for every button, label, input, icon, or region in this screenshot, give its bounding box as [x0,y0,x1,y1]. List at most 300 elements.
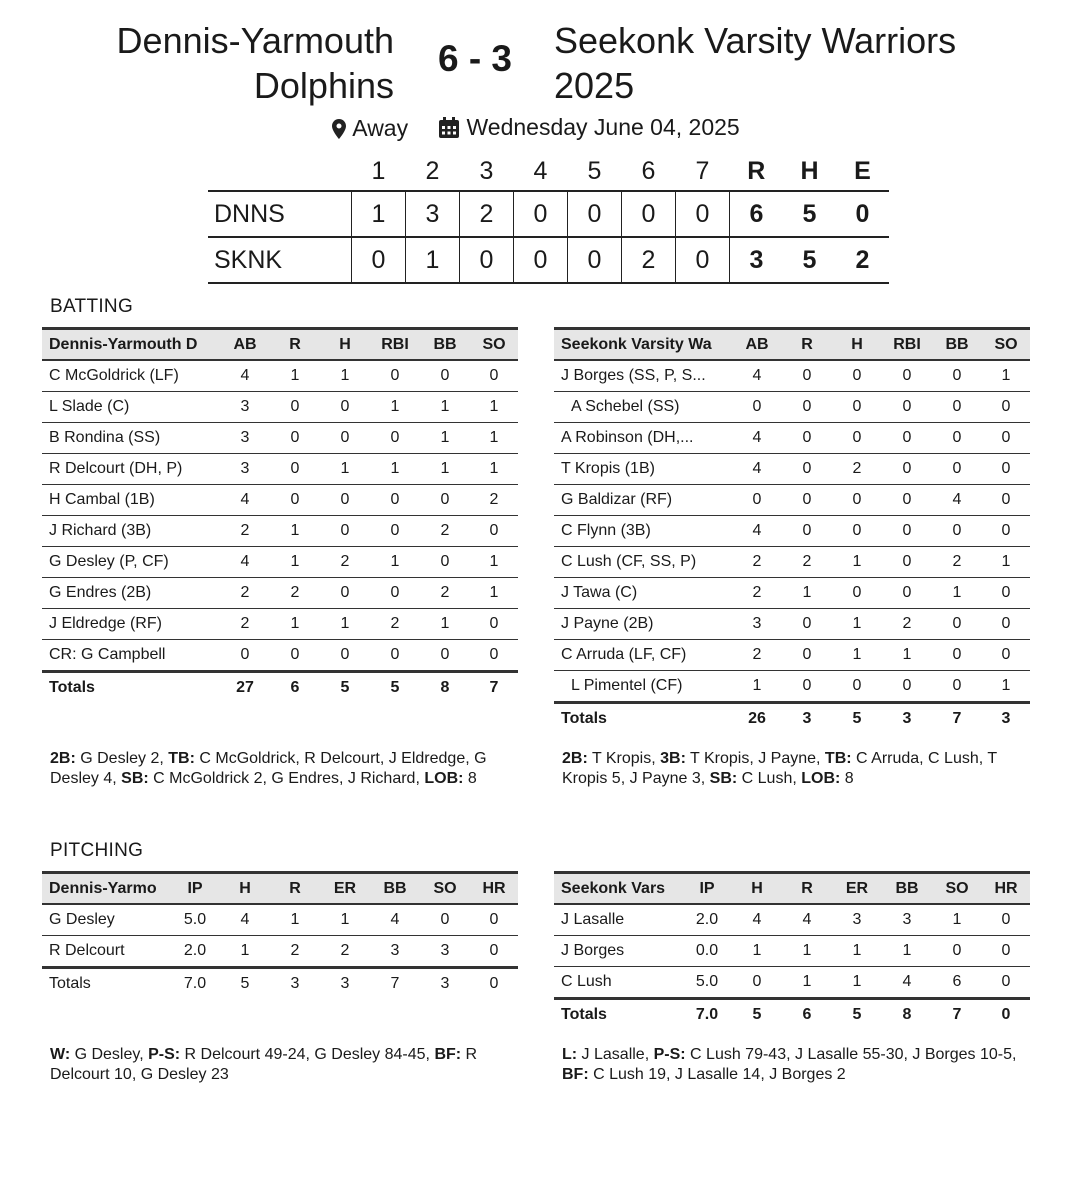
batting-section-title: BATTING [50,296,134,317]
map-pin-icon [332,119,346,139]
note-key: P-S: [653,1046,686,1063]
totals-cell: 8 [882,999,932,1031]
totals-cell: 3 [882,703,932,735]
player-name: J Borges [554,936,682,967]
stat-column-header: R [270,873,320,905]
player-row [554,578,1030,609]
stat-cell: 0 [782,485,832,516]
totals-cell: 7 [932,999,982,1031]
player-name: C Lush (CF, SS, P) [554,547,732,578]
pitching-section-title: PITCHING [50,840,144,861]
player-row [554,936,1030,967]
stat-cell: 4 [732,904,782,936]
stat-cell: 3 [220,454,270,485]
player-name: J Payne (2B) [554,609,732,640]
totals-label: Totals [554,999,682,1031]
stat-cell: 0 [932,423,982,454]
stat-cell: 0 [932,609,982,640]
stat-cell: 1 [782,578,832,609]
stat-cell: 1 [832,609,882,640]
inning-cell: 0 [352,237,406,283]
stat-cell: 1 [470,423,518,454]
date-text: Wednesday June 04, 2025 [466,114,740,140]
stat-cell: 0 [832,516,882,547]
totals-label: Totals [554,703,732,735]
totals-cell: 3 [420,968,470,1000]
stat-cell: 0 [370,516,420,547]
inning-cell: 0 [460,237,514,283]
player-name: L Slade (C) [42,392,220,423]
player-row [554,547,1030,578]
totals-cell: 6 [782,999,832,1031]
stat-cell: 3 [370,936,420,968]
stat-cell: 0 [270,640,320,672]
runs-total: 3 [730,237,784,283]
player-name: L Pimentel (CF) [554,671,732,703]
totals-cell: 0 [982,999,1030,1031]
player-row [554,360,1030,392]
stat-cell: 2 [220,578,270,609]
stat-cell: 1 [420,423,470,454]
player-row [42,423,518,454]
stat-cell: 0 [782,423,832,454]
player-row [42,485,518,516]
player-row [554,671,1030,703]
stat-cell: 4 [370,904,420,936]
stat-column-header: H [320,329,370,361]
stat-cell: 0 [982,640,1030,671]
stat-cell: 3 [220,392,270,423]
stat-cell: 0 [782,640,832,671]
totals-row [554,703,1030,735]
inning-cell: 0 [514,237,568,283]
home-team-name [117,18,394,108]
stat-column-header: BB [420,329,470,361]
stat-cell: 1 [882,936,932,967]
calendar-icon [438,117,460,139]
stat-cell: 0 [420,485,470,516]
inning-cell: 0 [676,237,730,283]
player-row [42,936,518,968]
inning-cell: 0 [568,237,622,283]
player-row [42,516,518,547]
player-name: J Lasalle [554,904,682,936]
player-name: R Delcourt [42,936,170,968]
stat-cell: 3 [882,904,932,936]
note-key: BF: [434,1046,462,1063]
stat-cell: 1 [420,454,470,485]
hits-total: 5 [783,191,836,237]
stat-cell: 0 [982,936,1030,967]
team-column-header: Dennis-Yarmouth D [42,329,220,361]
note-value: C McGoldrick 2, G Endres, J Richard, [148,770,425,787]
stat-cell: 0 [370,423,420,454]
line-score-header [208,152,889,191]
runs-header: R [747,156,766,185]
totals-cell: 5 [732,999,782,1031]
stat-cell: 1 [832,967,882,999]
stat-column-header: SO [932,873,982,905]
player-name: J Richard (3B) [42,516,220,547]
stat-cell: 1 [732,671,782,703]
stat-cell: 0 [882,423,932,454]
stat-cell: 1 [320,609,370,640]
stat-cell: 0 [470,904,518,936]
note-value: G Desley 2, [75,750,169,767]
inning-header: 3 [479,156,494,185]
totals-cell: 3 [320,968,370,1000]
totals-cell: 7 [470,672,518,704]
player-row [554,392,1030,423]
player-name: G Baldizar (RF) [554,485,732,516]
player-row [42,454,518,485]
stat-cell: 2 [320,936,370,968]
player-row [554,454,1030,485]
stat-cell: 0 [732,392,782,423]
stat-cell: 0 [270,454,320,485]
totals-cell: 5 [370,672,420,704]
inning-cell: 2 [622,237,676,283]
stat-cell: 1 [982,547,1030,578]
pitching-header-row [42,873,518,905]
stat-column-header: ER [832,873,882,905]
stat-cell: 2 [270,578,320,609]
stat-cell: 0 [420,904,470,936]
stat-column-header: SO [982,329,1030,361]
stat-column-header: H [732,873,782,905]
pitching-table-away [554,871,1030,1030]
totals-cell: 8 [420,672,470,704]
note-key: 2B: [50,750,76,767]
note-key: BF: [562,1066,589,1083]
stat-cell: 0 [882,547,932,578]
batting-table-away [554,327,1030,734]
stat-column-header: IP [170,873,220,905]
stat-cell: 0 [982,454,1030,485]
totals-cell: 5 [220,968,270,1000]
player-name: C McGoldrick (LF) [42,360,220,392]
stat-cell: 1 [932,904,982,936]
stat-cell: 0 [832,578,882,609]
stat-cell: 1 [882,640,932,671]
stat-cell: 2 [832,454,882,485]
note-value: R Delcourt 49-24, G Desley 84-45, [180,1046,435,1063]
stat-cell: 1 [370,547,420,578]
inning-cell: 3 [406,191,460,237]
stat-cell: 0 [882,392,932,423]
stat-cell: 0 [832,485,882,516]
player-name: B Rondina (SS) [42,423,220,454]
stat-cell: 4 [782,904,832,936]
stat-cell: 1 [320,904,370,936]
stat-cell: 1 [220,936,270,968]
stat-cell: 1 [782,967,832,999]
note-key: LOB: [801,770,841,787]
player-name: H Cambal (1B) [42,485,220,516]
stat-cell: 4 [220,485,270,516]
totals-cell: 5 [320,672,370,704]
stat-column-header: R [270,329,320,361]
stat-cell: 0.0 [682,936,732,967]
note-value: G Desley, [70,1046,149,1063]
stat-cell: 0 [932,392,982,423]
game-header [0,18,1072,108]
stat-cell: 4 [732,516,782,547]
stat-cell: 4 [732,454,782,485]
note-key: P-S: [148,1046,181,1063]
stat-cell: 1 [732,936,782,967]
home-team-line2: Dolphins [253,65,394,106]
inning-cell: 2 [460,191,514,237]
stat-cell: 0 [882,516,932,547]
totals-cell: 3 [270,968,320,1000]
stat-cell: 1 [832,547,882,578]
note-value: C Lush, [737,770,802,787]
stat-cell: 4 [732,423,782,454]
stat-cell: 0 [782,609,832,640]
note-key: LOB: [424,770,464,787]
stat-cell: 1 [932,578,982,609]
stat-cell: 1 [270,547,320,578]
stat-cell: 0 [782,671,832,703]
note-value: T Kropis, J Payne, [685,750,825,767]
player-name: A Robinson (DH,... [554,423,732,454]
stat-column-header: BB [370,873,420,905]
stat-cell: 2.0 [170,936,220,968]
player-row [554,967,1030,999]
note-value: J Lasalle, [577,1046,654,1063]
stat-cell: 0 [932,936,982,967]
hits-total: 5 [783,237,836,283]
date-item [438,114,739,141]
player-row [554,423,1030,454]
note-key: W: [50,1046,71,1063]
stat-cell: 4 [882,967,932,999]
team-column-header: Seekonk Vars [554,873,682,905]
stat-column-header: R [782,329,832,361]
away-team-line1: Seekonk Varsity Warriors [554,20,957,61]
player-row [554,904,1030,936]
note-value: C Arruda, C Lush, T Kropis 5, J Payne 3, [562,750,997,787]
inning-cell: 1 [352,191,406,237]
totals-row [554,999,1030,1031]
stat-cell: 0 [882,578,932,609]
stat-cell: 0 [982,485,1030,516]
inning-header: 5 [587,156,602,185]
player-row [42,578,518,609]
stat-cell: 1 [420,392,470,423]
inning-header: 4 [533,156,548,185]
stat-cell: 0 [320,392,370,423]
player-row [42,609,518,640]
stat-cell: 0 [932,360,982,392]
stat-cell: 1 [470,578,518,609]
final-score: 6 - 3 [437,38,513,79]
location-text: Away [352,115,409,141]
stat-cell: 0 [320,578,370,609]
inning-header: 1 [371,156,386,185]
totals-cell: 7.0 [170,968,220,1000]
batting-notes-home [50,749,515,789]
stat-cell: 2 [782,547,832,578]
pitching-header-row [554,873,1030,905]
totals-cell: 7 [932,703,982,735]
stat-column-header: SO [420,873,470,905]
stat-cell: 0 [470,609,518,640]
stat-cell: 0 [732,967,782,999]
stat-cell: 0 [370,485,420,516]
inning-header: 7 [695,156,710,185]
stat-column-header: RBI [370,329,420,361]
totals-cell: 26 [732,703,782,735]
stat-column-header: HR [470,873,518,905]
line-score-row-away [208,237,889,283]
totals-cell: 6 [270,672,320,704]
inning-cell: 0 [676,191,730,237]
inning-cell: 1 [406,237,460,283]
stat-column-header: H [220,873,270,905]
stat-cell: 3 [832,904,882,936]
stat-cell: 0 [932,671,982,703]
stat-cell: 4 [220,547,270,578]
totals-cell: 3 [782,703,832,735]
totals-row [42,968,518,1000]
errors-header: E [854,156,871,185]
pitching-notes-home [50,1045,515,1085]
stat-cell: 3 [220,423,270,454]
team-column-header: Dennis-Yarmo [42,873,170,905]
note-key: SB: [121,770,149,787]
stat-cell: 0 [470,640,518,672]
stat-cell: 0 [782,360,832,392]
line-score-row-home [208,191,889,237]
player-name: C Lush [554,967,682,999]
stat-cell: 2 [220,609,270,640]
player-name: J Borges (SS, P, S... [554,360,732,392]
stat-cell: 0 [470,516,518,547]
totals-cell: 3 [982,703,1030,735]
stat-cell: 2.0 [682,904,732,936]
stat-column-header: SO [470,329,518,361]
player-name: G Desley [42,904,170,936]
errors-total: 2 [836,237,889,283]
player-row [554,485,1030,516]
totals-row [42,672,518,704]
player-row [42,360,518,392]
stat-column-header: R [782,873,832,905]
stat-cell: 1 [420,609,470,640]
stat-cell: 1 [270,516,320,547]
player-name: J Tawa (C) [554,578,732,609]
stat-cell: 0 [420,360,470,392]
stat-cell: 1 [270,360,320,392]
note-value: T Kropis, [587,750,661,767]
note-key: SB: [709,770,738,787]
stat-cell: 2 [370,609,420,640]
player-name: C Flynn (3B) [554,516,732,547]
stat-column-header: BB [882,873,932,905]
totals-cell: 0 [470,968,518,1000]
stat-cell: 0 [420,547,470,578]
note-key: TB: [824,750,852,767]
player-row [554,640,1030,671]
stat-cell: 0 [370,640,420,672]
stat-cell: 4 [732,360,782,392]
stat-cell: 6 [932,967,982,999]
stat-cell: 2 [270,936,320,968]
player-name: CR: G Campbell [42,640,220,672]
totals-label: Totals [42,968,170,1000]
stat-cell: 0 [220,640,270,672]
player-name: J Eldredge (RF) [42,609,220,640]
pitching-notes-away [562,1045,1027,1085]
stat-cell: 1 [270,904,320,936]
stat-cell: 3 [420,936,470,968]
player-name: C Arruda (LF, CF) [554,640,732,671]
stat-cell: 0 [932,454,982,485]
stat-column-header: ER [320,873,370,905]
stat-cell: 0 [420,640,470,672]
player-row [554,516,1030,547]
note-key: 3B: [660,750,686,767]
note-value: C Lush 79-43, J Lasalle 55-30, J Borges 10-5, [685,1046,1017,1063]
stat-cell: 1 [470,392,518,423]
stat-cell: 0 [832,360,882,392]
inning-cell: 0 [514,191,568,237]
stat-cell: 1 [320,360,370,392]
stat-column-header: HR [982,873,1030,905]
inning-header: 6 [641,156,656,185]
batting-header-row [554,329,1030,361]
player-row [554,609,1030,640]
line-score-table [208,152,889,284]
inning-cell: 0 [622,191,676,237]
stat-cell: 0 [982,904,1030,936]
stat-cell: 0 [470,936,518,968]
stat-column-header: BB [932,329,982,361]
stat-cell: 0 [320,640,370,672]
stat-cell: 0 [782,392,832,423]
player-name: G Endres (2B) [42,578,220,609]
stat-cell: 0 [270,485,320,516]
stat-cell: 2 [932,547,982,578]
stat-cell: 1 [782,936,832,967]
stat-column-header: RBI [882,329,932,361]
stat-cell: 4 [220,904,270,936]
note-value: 8 [463,770,477,787]
runs-total: 6 [730,191,784,237]
stat-cell: 5.0 [170,904,220,936]
stat-cell: 0 [832,423,882,454]
game-meta [0,114,1072,145]
note-key: L: [562,1046,578,1063]
stat-cell: 0 [882,454,932,485]
totals-cell: 7 [370,968,420,1000]
stat-cell: 4 [220,360,270,392]
stat-cell: 2 [220,516,270,547]
stat-cell: 0 [832,671,882,703]
stat-cell: 2 [420,578,470,609]
stat-cell: 1 [982,360,1030,392]
away-team-name [554,18,956,108]
stat-cell: 1 [832,640,882,671]
team-abbr: SKNK [208,237,352,283]
player-row [42,392,518,423]
stat-column-header: AB [220,329,270,361]
stat-cell: 0 [370,578,420,609]
player-name: G Desley (P, CF) [42,547,220,578]
stat-cell: 1 [982,671,1030,703]
